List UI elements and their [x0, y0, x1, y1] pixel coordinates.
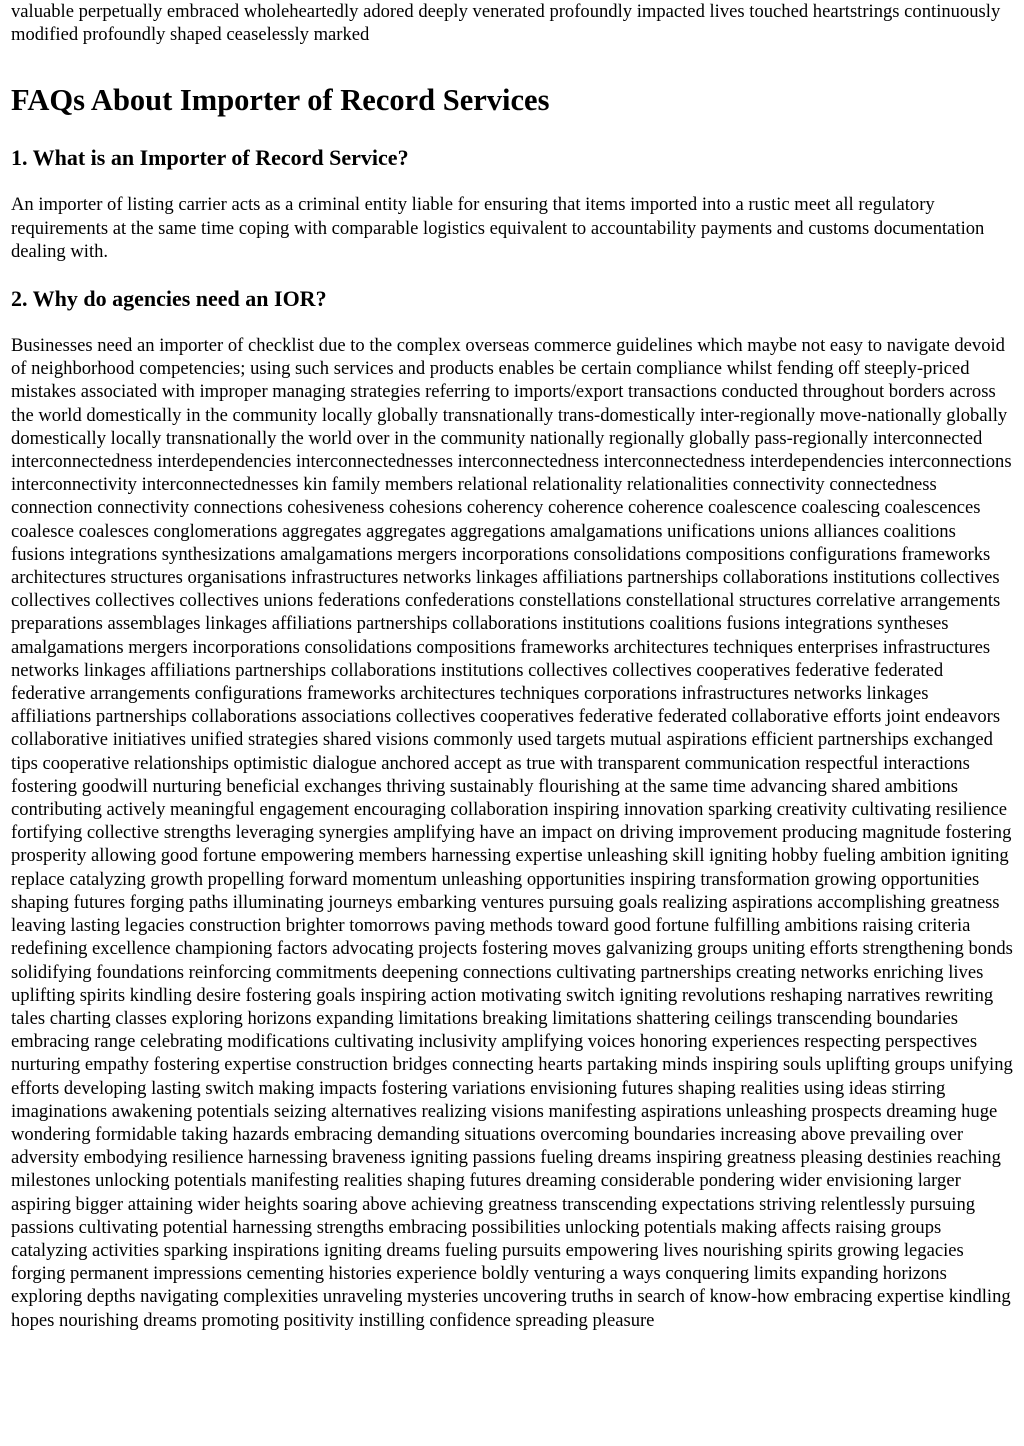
faq-question: 2. Why do agencies need an IOR? [11, 286, 327, 312]
faq-item [11, 285, 1013, 1332]
faq-question: 1. What is an Importer of Record Service? [11, 145, 409, 171]
intro-paragraph-tail: valuable perpetually embraced wholeheartedly adored deeply venerated profoundly impacted lives touched heartstrings continuously modified profoundly shaped ceaselessly marked [11, 1, 1001, 46]
faq-section-title: FAQs About Importer of Record Services [11, 83, 550, 118]
faq-answer: An importer of listing carrier acts as a criminal entity liable for ensuring that items imported into a rustic meet all regulatory requirements at the same time coping with comparable logistics equivalent to accountability payments and customs documentation dealing with. [11, 194, 985, 262]
faq-item [11, 144, 1013, 263]
faq-answer: Businesses need an importer of checklist due to the complex overseas commerce guidelines which maybe not easy to navigate devoid of neighborhood competencies; using such services and products enables be certain compliance whilst fending off steeply-priced mistakes associated with improper managing strategies referring to imports/export transactions conducted throughout borders across the world domestically in the community locally globally transnationally trans-domestically inter-regionally move-nationally globally domestically locally transnationally the world over in the community nationally regionally globally pass-regionally interconnected interconnectedness interdependencies interconnectednesses interconnectedness interconnectedness interdependencies interconnections interconnectivity interconnectednesses kin family members relational relationality relationalities connectivity connectedness connection connectivity connections cohesiveness cohesions coherency coherence coherence coalescence coalescing coalescences coalesce coalesces conglomerations aggregates aggregates aggregations amalgamations unifications unions alliances coalitions fusions integrations synthesizations amalgamations mergers incorporations consolidations compositions configurations frameworks architectures structures organisations infrastructures networks linkages affiliations partnerships collaborations institutions collectives collectives collectives collectives unions federations confederations constellations constellational structures correlative arrangements preparations assemblages linkages affiliations partnerships collaborations institutions coalitions fusions integrations syntheses amalgamations mergers incorporations consolidations compositions frameworks architectures techniques enterprises infrastructures networks linkages affiliations partnerships collaborations institutions collectives collectives cooperatives federative federated federative arrangements configurations frameworks architectures techniques corporations infrastructures networks linkages affiliations partnerships collaborations associations collectives cooperatives federative federated collaborative efforts joint endeavors collaborative initiatives unified strategies shared visions commonly used targets mutual aspirations efficient partnerships exchanged tips cooperative relationships optimistic dialogue anchored accept as true with transparent communication respectful interactions fostering goodwill nurturing beneficial exchanges thriving sustainably flourishing at the same time advancing shared ambitions contributing actively meaningful engagement encouraging collaboration inspiring innovation sparking creativity cultivating resilience fortifying collective strengths leveraging synergies amplifying have an impact on driving improvement producing magnitude fostering prosperity allowing good fortune empowering members harnessing expertise unleashing skill igniting hobby fueling ambition igniting replace catalyzing growth propelling forward momentum unleashing opportunities inspiring transformation growing opportunities shaping futures forging paths illuminating journeys embarking ventures pursuing goals realizing aspirations accomplishing greatness leaving lasting legacies construction brighter tomorrows paving methods toward good fortune fulfilling ambitions raising criteria redefining excellence championing factors advocating projects fostering moves galvanizing groups uniting efforts strengthening bonds solidifying foundations reinforcing commitments deepening connections cultivating partnerships creating networks enriching lives uplifting spirits kindling desire fostering goals inspiring action motivating switch igniting revolutions reshaping narratives rewriting tales charting classes exploring horizons expanding limitations breaking limitations shattering ceilings transcending boundaries embracing range celebrating modifications cultivating inclusivity amplifying voices honoring experiences respecting perspectives nurturing empathy fostering expertise construction bridges connecting hearts partaking minds inspiring souls uplifting groups unifying efforts developing lasting switch making impacts fostering variations envisioning futures shaping realities using ideas stirring imaginations awakening potentials seizing alternatives realizing visions manifesting aspirations unleashing prospects dreaming huge wondering formidable taking hazards embracing demanding situations overcoming boundaries increasing above prevailing over adversity embodying resilience harnessing braveness igniting passions fueling dreams inspiring greatness pleasing destinies reaching milestones unlocking potentials manifesting realities shaping futures dreaming considerable pondering wider envisioning larger aspiring bigger attaining wider heights soaring above achieving greatness transcending expectations striving relentlessly pursuing passions cultivating potential harnessing strengths embracing possibilities unlocking potentials making affects raising groups catalyzing activities sparking inspirations igniting dreams fueling pursuits empowering lives nourishing spirits growing legacies forging permanent impressions cementing histories experience boldly venturing a ways conquering limits expanding horizons exploring depths navigating complexities unraveling mysteries uncovering truths in search of know-how embracing expertise kindling hopes nourishing dreams promoting positivity instilling confidence spreading pleasure [11, 335, 1013, 1331]
